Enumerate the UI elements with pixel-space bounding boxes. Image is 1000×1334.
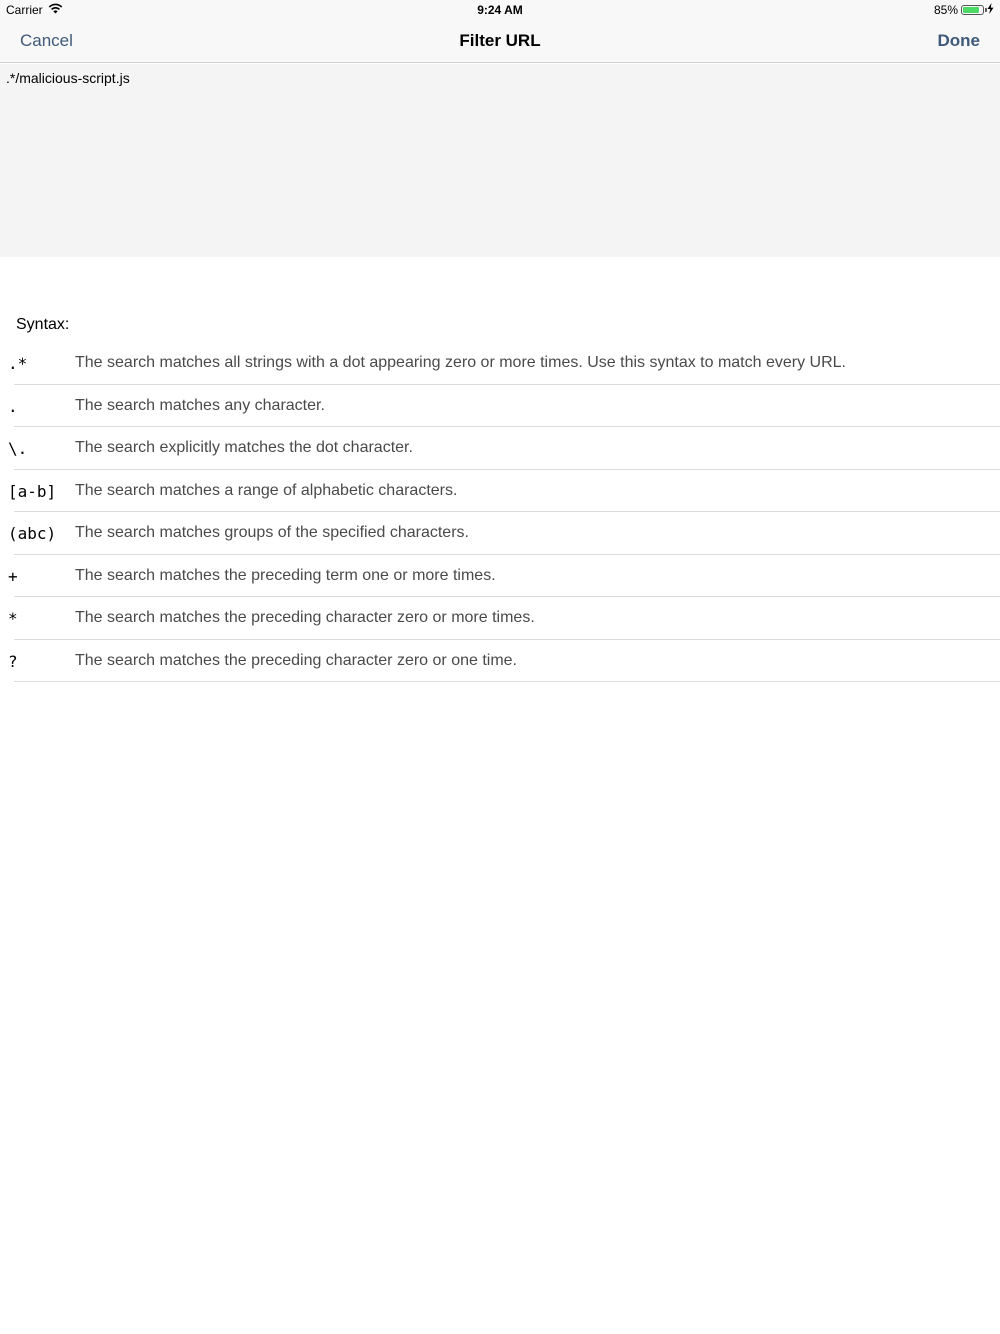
syntax-description: The search matches groups of the specified characters.: [75, 524, 469, 541]
syntax-description: The search matches the preceding character zero or more times.: [75, 609, 535, 626]
cancel-button[interactable]: Cancel: [20, 31, 73, 50]
syntax-token: .: [8, 396, 18, 416]
syntax-description: The search matches the preceding character zero or one time.: [75, 651, 517, 669]
syntax-token: (abc): [8, 524, 57, 543]
filter-url-value: .*/malicious-script.js: [6, 70, 130, 86]
battery-icon: [961, 5, 984, 15]
battery-tip: [985, 8, 987, 12]
syntax-row: [0, 470, 1000, 513]
syntax-row: [0, 512, 1000, 555]
page-title: Filter URL: [459, 31, 541, 50]
syntax-token: +: [8, 566, 18, 586]
battery-fill: [963, 7, 979, 13]
syntax-heading: Syntax:: [16, 316, 70, 333]
syntax-token: \.: [8, 439, 28, 458]
battery-percent: 85%: [933, 3, 958, 17]
syntax-token: .*: [8, 354, 28, 373]
syntax-token: *: [8, 609, 18, 628]
carrier-label: Carrier: [6, 3, 43, 17]
syntax-token: ?: [8, 651, 18, 671]
filter-url-input[interactable]: [0, 64, 1000, 257]
status-right: [934, 3, 994, 17]
syntax-row: [0, 427, 1000, 470]
syntax-row: [0, 640, 1000, 683]
syntax-row: [0, 342, 1000, 385]
syntax-row: [0, 555, 1000, 598]
status-time: 9:24 AM: [477, 3, 523, 17]
bolt-icon: [987, 3, 994, 17]
syntax-description: The search matches all strings with a dot appearing zero or more times. Use this syntax to match every URL.: [75, 354, 846, 371]
syntax-description: The search matches any character.: [75, 396, 325, 414]
syntax-token: [a-b]: [8, 481, 57, 501]
syntax-description: The search matches a range of alphabetic characters.: [75, 481, 458, 499]
done-button[interactable]: Done: [937, 31, 980, 50]
syntax-description: The search explicitly matches the dot character.: [75, 439, 413, 456]
syntax-description: The search matches the preceding term one or more times.: [75, 566, 496, 584]
status-bar: [0, 0, 1000, 20]
syntax-row: [0, 597, 1000, 640]
syntax-list: [0, 342, 1000, 682]
navigation-bar: [0, 20, 1000, 63]
syntax-row: [0, 385, 1000, 428]
